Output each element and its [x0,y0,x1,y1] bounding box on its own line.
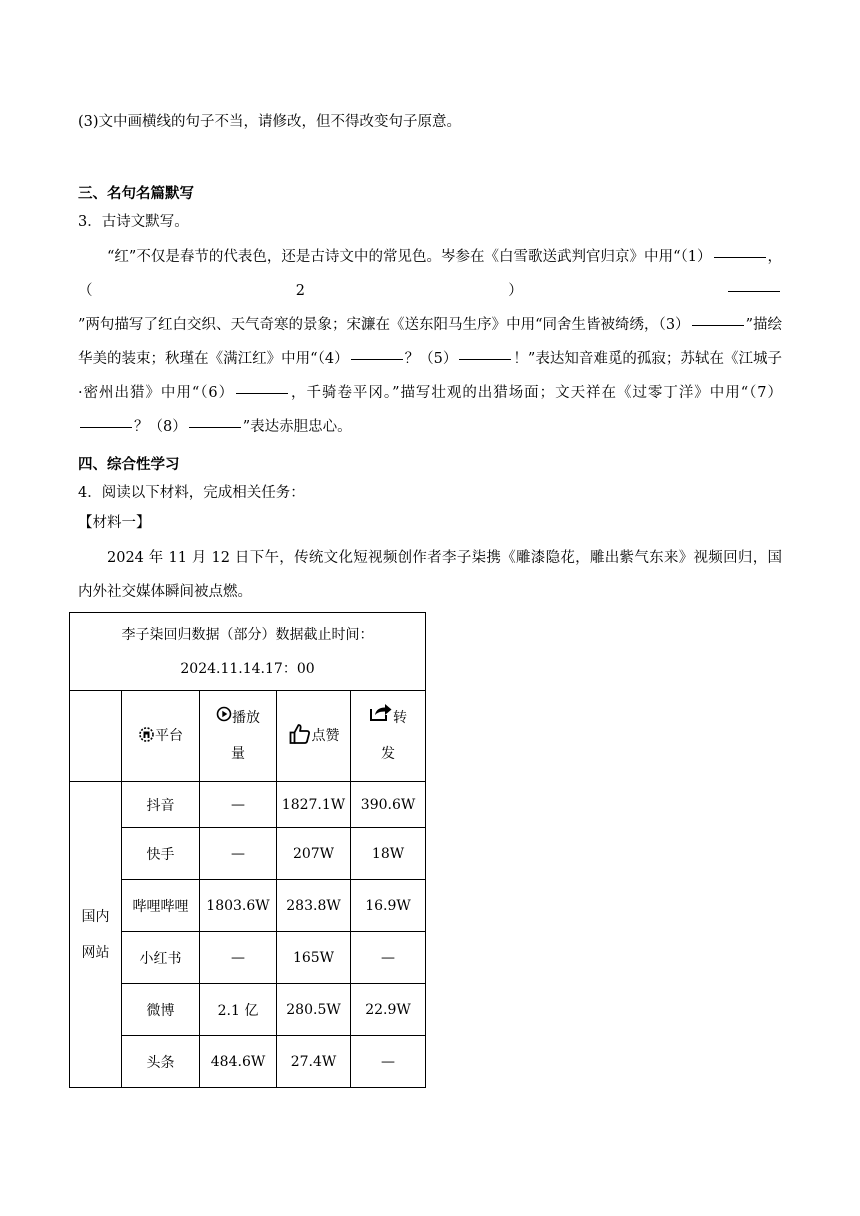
header-shares-label-2: 发 [381,746,396,762]
header-shares-label: 转 [393,710,408,726]
header-plays-label: 播放 [232,710,260,726]
answer-blank-2[interactable] [728,290,780,292]
data-table [69,612,426,1088]
section-3-heading: 三、名句名篇默写 [78,186,194,202]
share-icon [369,700,393,736]
platform-cell: 头条 [122,1036,200,1088]
material-1-label: 【材料一】 [78,515,151,531]
likes-cell: 165W [277,932,351,984]
paragraph-text: ？（5） [404,351,458,367]
likes-cell: 283.8W [277,880,351,932]
paragraph-text: ，千骑卷平冈。”描写壮观的出猎场面；文天祥在《过零丁洋》中用“（7） [290,385,782,401]
header-platform [122,691,200,782]
shares-cell: 16.9W [351,880,426,932]
paragraph-text: ”表达赤胆忠心。 [242,419,352,435]
header-shares [351,691,426,782]
answer-blank-3[interactable] [692,324,744,326]
table-row [70,1036,426,1088]
answer-blank-4[interactable] [351,358,403,360]
paragraph-text: ”两句描写了红白交织、天气奇寒的景象；宋濂在《送东阳马生序》中用“同舍生皆被绮绣，（3） [78,317,690,333]
paragraph-text: ”描绘华美的装束；秋瑾在《满江红》中用“（4） [78,317,782,367]
empty-header-cell [70,691,122,782]
header-likes-label: 点赞 [311,728,340,744]
answer-blank-6[interactable] [236,392,288,394]
likes-cell: 280.5W [277,984,351,1036]
answer-blank-1[interactable] [714,256,766,258]
table-title-line-1: 李子柒回归数据（部分）数据截止时间： [121,626,374,643]
paragraph-text: ！”表达知音难觅的孤寂；苏轼在《江城子·密州出猎》中用“（6） [78,351,782,401]
building-icon [138,726,155,747]
answer-blank-5[interactable] [459,358,511,360]
thumbs-up-icon [288,722,312,750]
answer-blank-8[interactable] [189,426,241,428]
paragraph-text: ？（8） [134,419,187,435]
paragraph-text: ，（2） [78,249,783,299]
table-row [70,828,426,880]
plays-cell: — [200,782,277,828]
header-plays-label-2: 量 [231,746,245,762]
plays-cell: — [200,828,277,880]
likes-cell: 27.4W [277,1036,351,1088]
group-domestic-sites [70,782,122,1088]
question-3-prompt: 3．古诗文默写。 [78,214,189,230]
table-title-line-2: 2024.11.14.17：00 [180,660,315,677]
play-icon [216,700,232,736]
shares-cell: 18W [351,828,426,880]
paragraph-text: “红”不仅是春节的代表色，还是古诗文中的常见色。岑参在《白雪歌送武判官归京》中用“（1） [107,249,712,265]
table-row [70,782,426,828]
platform-cell: 小红书 [122,932,200,984]
poetry-dictation-paragraph [78,240,782,444]
answer-blank-7[interactable] [80,426,132,428]
group-label-1: 国内 [81,908,110,925]
header-platform-label: 平台 [155,728,183,745]
platform-cell: 哔哩哔哩 [122,880,200,932]
plays-cell: — [200,932,277,984]
plays-cell: 484.6W [200,1036,277,1088]
shares-cell: — [351,1036,426,1088]
header-likes [277,691,351,782]
table-row [70,932,426,984]
question-2-item-3: (3)文中画横线的句子不当，请修改，但不得改变句子原意。 [78,114,462,130]
section-4-heading: 四、综合性学习 [78,457,180,473]
platform-cell: 抖音 [122,782,200,828]
shares-cell: 22.9W [351,984,426,1036]
platform-cell: 快手 [122,828,200,880]
header-plays [200,691,277,782]
plays-cell: 1803.6W [200,880,277,932]
group-label-2: 网站 [81,944,110,961]
likes-cell: 207W [277,828,351,880]
table-title [70,613,426,691]
material-1-text: 2024 年 11 月 12 日下午，传统文化短视频创作者李子柒携《雕漆隐花，雕出紫气东来》视频回归，国内外社交媒体瞬间被点燃。 [78,550,782,600]
question-4-prompt: 4．阅读以下材料，完成相关任务： [78,485,305,501]
platform-cell: 微博 [122,984,200,1036]
table-row [70,984,426,1036]
shares-cell: 390.6W [351,782,426,828]
likes-cell: 1827.1W [277,782,351,828]
shares-cell: — [351,932,426,984]
table-row [70,880,426,932]
plays-cell: 2.1 亿 [200,984,277,1036]
